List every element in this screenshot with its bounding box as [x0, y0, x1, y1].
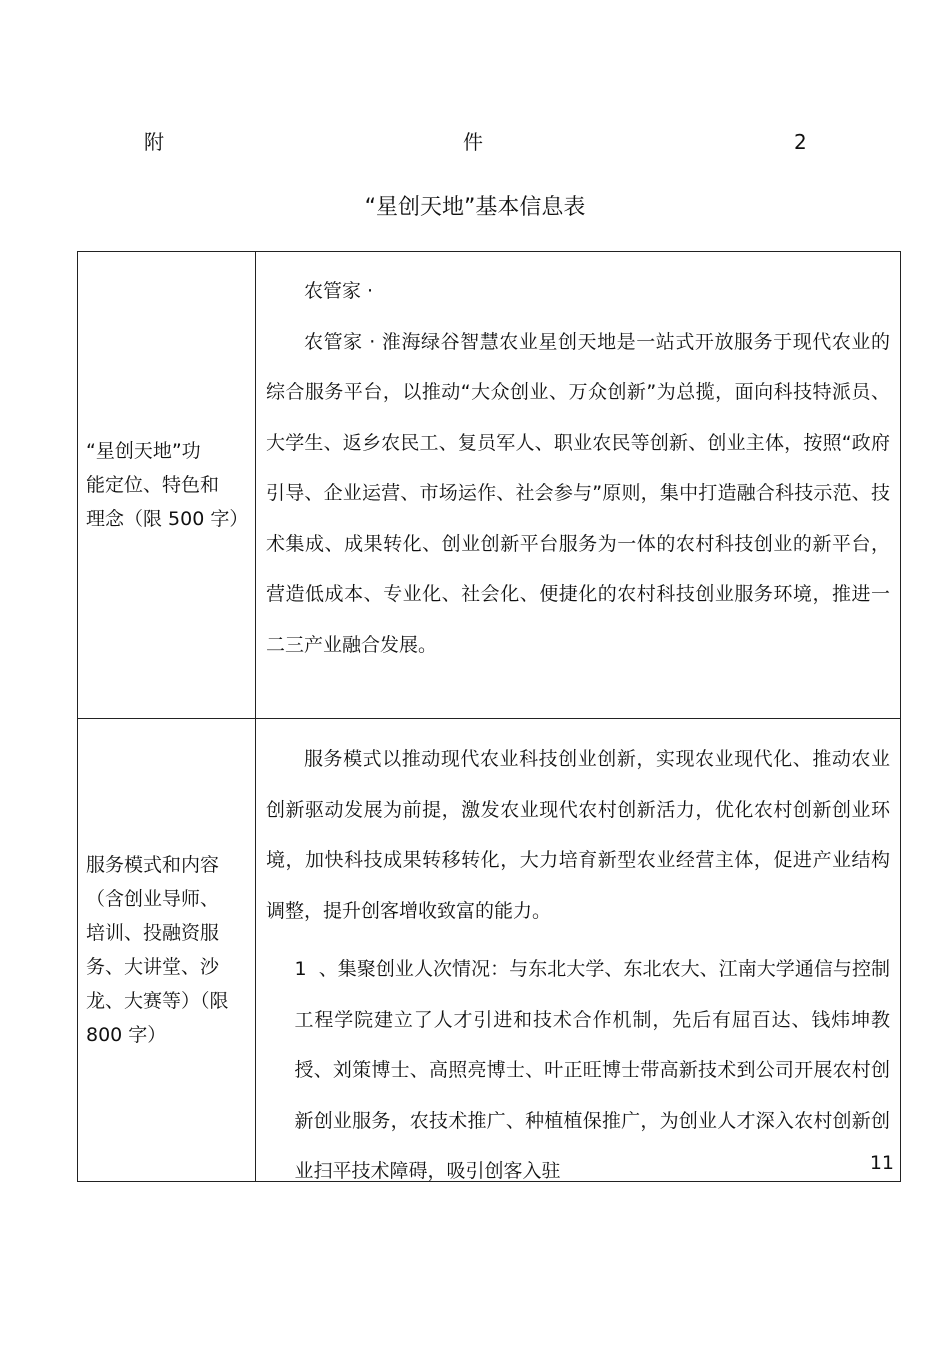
row-label-line: 800 字） [86, 1024, 167, 1046]
row-label-line: “星创天地”功 [86, 440, 201, 462]
row-label-line: 能定位、特色和 [86, 474, 220, 496]
row-label-line: （含创业导师、 [86, 888, 220, 910]
info-table [77, 251, 901, 1182]
row-label [78, 848, 255, 1052]
content-paragraph: 服务模式以推动现代农业科技创业创新，实现农业现代化、推动农业创新驱动发展为前提，激发农业现代农村创新活力，优化农村创新创业环境，加快科技成果转移转化，大力培育新型农业经营主体，促进产业结构调整，提升创客增收致富的能力。 [266, 748, 890, 922]
row-label-line: 务、大讲堂、沙 [86, 956, 220, 978]
row-content-cell [256, 719, 901, 1182]
row-label-line: 培训、投融资服 [86, 922, 220, 944]
row-content [256, 719, 900, 1181]
attachment-number: 2 [794, 130, 807, 154]
row-label [78, 434, 255, 536]
page-number: 11 [869, 1152, 894, 1174]
row-content-cell [256, 252, 901, 719]
content-paragraph: 农管家 · [304, 280, 374, 302]
attachment-label-char2: 件 [463, 130, 483, 154]
attachment-label-char1: 附 [144, 130, 164, 154]
row-label-line: 理念（限 500 字） [86, 508, 249, 530]
table-row-function-positioning [78, 252, 901, 719]
row-content [256, 252, 900, 718]
table-row-service-model [78, 719, 901, 1182]
row-label-line: 龙、大赛等）（限 [86, 990, 229, 1012]
content-paragraph: 农管家 · 淮海绿谷智慧农业星创天地是一站式开放服务于现代农业的综合服务平台，以推动“大众创业、万众创新”为总揽，面向科技特派员、大学生、返乡农民工、复员军人、职业农民等创新、创业主体，按照“政府引导、企业运营、市场运作、社会参与”原则，集中打造融合科技示范、技术集成、成果转化、创业创新平台服务为一体的农村科技创业的新平台，营造低成本、专业化、社会化、便捷化的农村科技创业服务环境，推进一二三产业融合发展。 [266, 330, 890, 656]
row-label-cell [78, 252, 256, 719]
row-label-line: 服务模式和内容 [86, 854, 220, 876]
content-paragraph-numbered: 1 、集聚创业人次情况：与东北大学、东北农大、江南大学通信与控制工程学院建立了人才引进和技术合作机制，先后有屈百达、钱炜坤教授、刘策博士、高照亮博士、叶正旺博士带高新技术到公司开展农村创新创业服务，农技术推广、种植植保推广，为创业人才深入农村创新创业扫平技术障碍，吸引创客入驻 [294, 958, 890, 1182]
document-title: “星创天地”基本信息表 [364, 195, 586, 220]
row-label-cell [78, 719, 256, 1182]
